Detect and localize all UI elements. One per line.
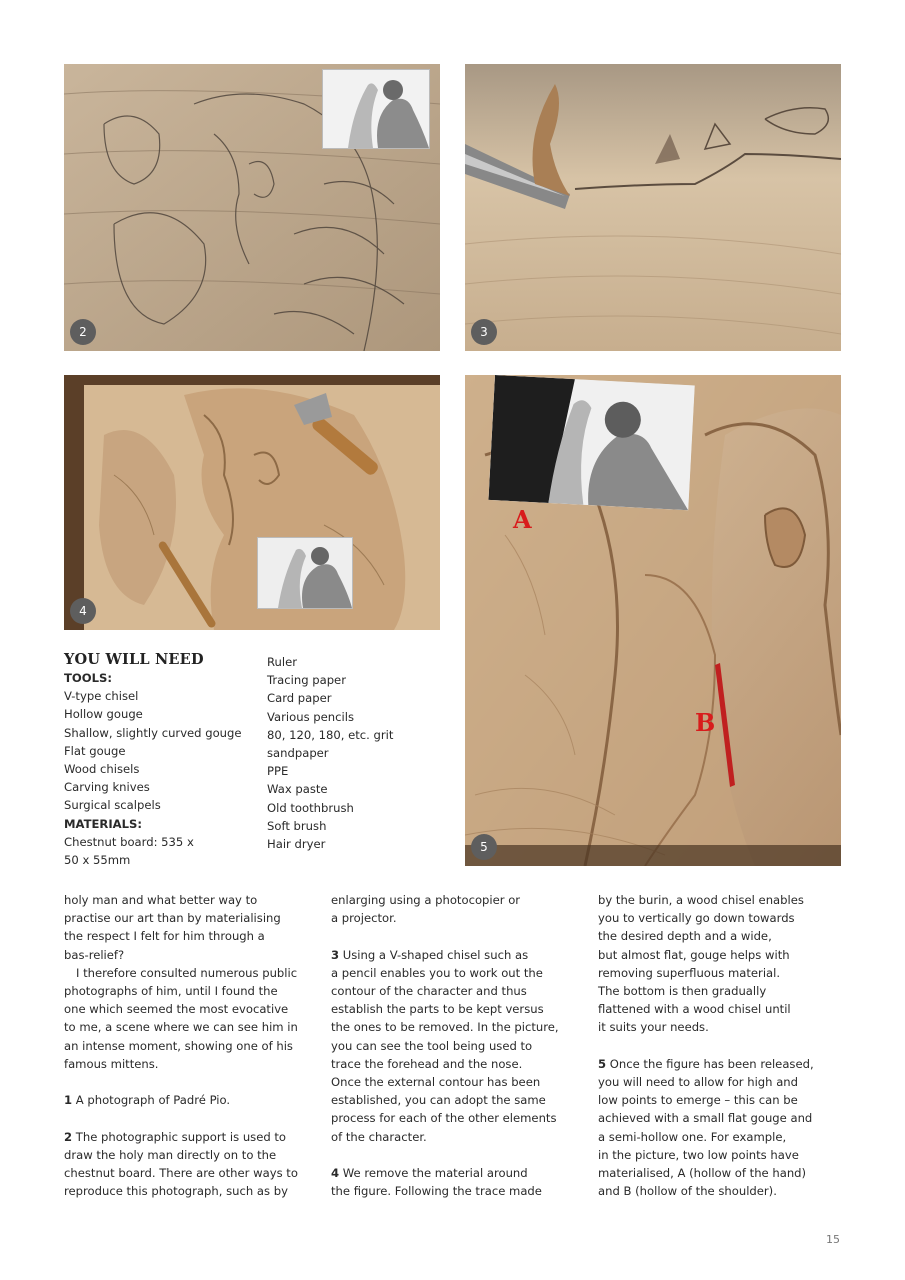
text-line: The bottom is then gradually <box>598 984 767 999</box>
photo-number-badge: 2 <box>70 319 96 345</box>
text-line: draw the holy man directly on to the <box>64 1147 277 1162</box>
text-line: photographs of him, until I found the <box>64 984 278 999</box>
step-text: Once the figure has been released, <box>606 1056 814 1071</box>
body-column-2 <box>331 891 576 1200</box>
text-line: a pencil enables you to work out the <box>331 965 543 980</box>
text-line: by the burin, a wood chisel enables <box>598 893 804 907</box>
material-item: Chestnut board: 535 x <box>64 834 194 849</box>
supply-item: Hair dryer <box>267 837 326 852</box>
text-line: it suits your needs. <box>598 1020 709 1035</box>
photo-number-badge: 4 <box>70 598 96 624</box>
text-line: low points to emerge – this can be <box>598 1093 798 1108</box>
text-line: holy man and what better way to <box>64 893 258 907</box>
text-line: and B (hollow of the shoulder). <box>598 1184 777 1199</box>
text-line: famous mittens. <box>64 1056 159 1071</box>
needs-title: YOU WILL NEED <box>64 651 204 668</box>
body-column-1 <box>64 891 309 1200</box>
text-line: you will need to allow for high and <box>598 1075 799 1090</box>
photo-3-v-chisel-cut <box>465 64 841 351</box>
marker-a-label: A <box>513 505 532 534</box>
photo-2-sketch-on-board <box>64 64 440 351</box>
tool-item: Shallow, slightly curved gouge <box>64 725 242 740</box>
you-will-need-box <box>64 651 464 866</box>
supply-item: sandpaper <box>267 746 329 761</box>
body-column-3 <box>598 891 843 1200</box>
tool-item: Flat gouge <box>64 743 126 758</box>
text-line: flattened with a wood chisel until <box>598 1002 791 1017</box>
step-text: Using a V-shaped chisel such as <box>339 947 529 962</box>
materials-heading: MATERIALS: <box>64 816 143 831</box>
text-line: the figure. Following the trace made <box>331 1184 542 1199</box>
needs-column-2 <box>267 651 457 853</box>
text-line: chestnut board. There are other ways to <box>64 1166 298 1181</box>
step-number: 4 <box>331 1166 340 1181</box>
text-line: but almost flat, gouge helps with <box>598 947 790 962</box>
supply-item: PPE <box>267 764 289 779</box>
step-5-caption <box>598 1055 843 1073</box>
supply-item: Wax paste <box>267 782 328 797</box>
padre-pio-photo-inset <box>257 537 353 609</box>
text-line: process for each of the other elements <box>331 1111 557 1126</box>
step-text: The photographic support is used to <box>72 1129 287 1144</box>
tool-item: Wood chisels <box>64 762 140 777</box>
step-text: We remove the material around <box>339 1166 528 1181</box>
supply-item: Tracing paper <box>267 673 346 688</box>
text-line: practise our art than by materialising <box>64 911 281 926</box>
text-line: I therefore consulted numerous public <box>76 965 298 980</box>
relief-tools-illustration <box>64 375 440 630</box>
text-line: one which seemed the most evocative <box>64 1002 289 1017</box>
text-line: the respect I felt for him through a <box>64 929 265 944</box>
step-number: 2 <box>64 1129 73 1144</box>
text-line: trace the forehead and the nose. <box>331 1056 523 1071</box>
text-line: materialised, A (hollow of the hand) <box>598 1166 807 1181</box>
photo-number-badge: 5 <box>471 834 497 860</box>
marker-b-label: B <box>695 708 716 737</box>
text-line: an intense moment, showing one of his <box>64 1038 293 1053</box>
step-text: A photograph of Padré Pio. <box>72 1093 231 1108</box>
text-line: bas-relief? <box>64 947 125 962</box>
supply-item: Old toothbrush <box>267 800 354 815</box>
step-number: 1 <box>64 1093 73 1108</box>
chisel-cut-illustration <box>465 64 841 351</box>
text-line: you can see the tool being used to <box>331 1038 533 1053</box>
text-line: to me, a scene where we can see him in <box>64 1020 298 1035</box>
text-line: reproduce this photograph, such as by <box>64 1184 288 1199</box>
text-line: a semi-hollow one. For example, <box>598 1129 787 1144</box>
needs-column-1 <box>64 651 259 869</box>
text-line: the desired depth and a wide, <box>598 929 772 944</box>
photo-4-relief-with-tools <box>64 375 440 630</box>
text-line: contour of the character and thus <box>331 984 527 998</box>
photo-number-badge: 3 <box>471 319 497 345</box>
supply-item: Card paper <box>267 691 332 706</box>
text-line: Once the external contour has been <box>331 1075 541 1090</box>
text-line: in the picture, two low points have <box>598 1147 799 1162</box>
supply-item: Ruler <box>267 655 298 669</box>
text-line: achieved with a small flat gouge and <box>598 1111 813 1126</box>
step-2-caption <box>64 1128 309 1146</box>
tool-item: Surgical scalpels <box>64 798 161 813</box>
tool-item: Hollow gouge <box>64 707 143 722</box>
text-line: of the character. <box>331 1129 427 1144</box>
supply-item: Various pencils <box>267 709 354 724</box>
padre-pio-photo-inset <box>488 375 694 510</box>
text-line: enlarging using a photocopier or <box>331 893 521 907</box>
tool-item: V-type chisel <box>64 689 139 704</box>
step-4-caption <box>331 1164 576 1182</box>
padre-pio-photo-inset <box>322 69 430 149</box>
tools-heading: TOOLS: <box>64 671 112 685</box>
photo-5-relief-closeup <box>465 375 841 866</box>
supply-item: Soft brush <box>267 818 327 833</box>
tool-item: Carving knives <box>64 780 150 795</box>
text-line: the ones to be removed. In the picture, <box>331 1020 559 1035</box>
step-3-caption <box>331 946 576 964</box>
step-number: 5 <box>598 1056 607 1071</box>
text-line: establish the parts to be kept versus <box>331 1002 544 1017</box>
material-item: 50 x 55mm <box>64 853 131 868</box>
text-line: a projector. <box>331 911 397 926</box>
page-number: 15 <box>826 1233 840 1246</box>
text-line: established, you can adopt the same <box>331 1093 546 1108</box>
supply-item: 80, 120, 180, etc. grit <box>267 727 394 742</box>
step-number: 3 <box>331 947 340 962</box>
step-1-caption <box>64 1091 309 1109</box>
text-line: removing superfluous material. <box>598 965 781 980</box>
text-line: you to vertically go down towards <box>598 911 795 926</box>
